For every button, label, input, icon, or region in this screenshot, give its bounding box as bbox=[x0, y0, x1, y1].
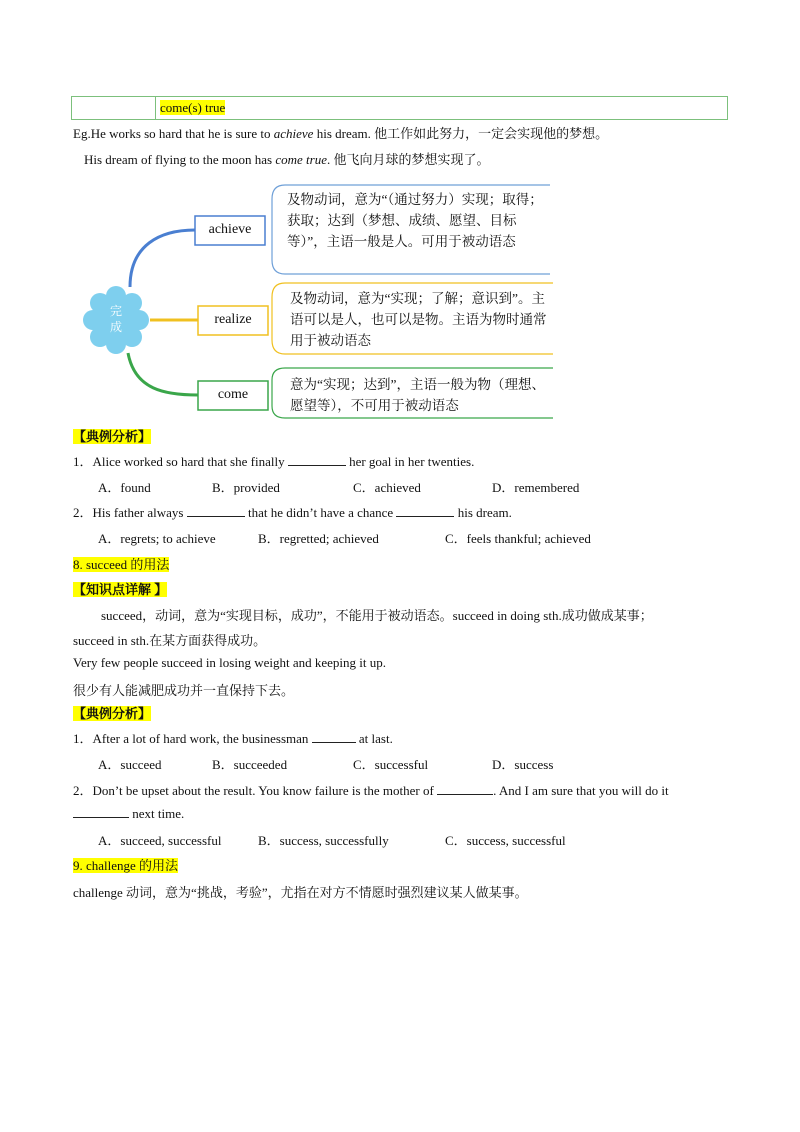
table-cell-left bbox=[72, 97, 156, 120]
section-9-para-1: challenge 动词，意为“挑战，考验”，尤指在对方不情愿时强烈建议某人做某事。 bbox=[73, 885, 528, 900]
answer-blank bbox=[396, 504, 454, 517]
example-2-emphasis: come true bbox=[275, 152, 327, 167]
answer-blank bbox=[187, 504, 245, 517]
option-2-1-d: D．success bbox=[492, 757, 554, 772]
section-8-example-zh: 很少有人能减肥成功并一直保持下去。 bbox=[73, 683, 295, 698]
table-cell-right bbox=[156, 97, 728, 120]
answer-blank bbox=[288, 453, 346, 466]
section-header-2: 【典例分析】 bbox=[73, 706, 152, 721]
option-1-2-b: B．regretted; achieved bbox=[258, 531, 379, 546]
option-2-2-b: B．success, successfully bbox=[258, 833, 389, 848]
option-2-1-c: C．successful bbox=[353, 757, 429, 772]
option-1-1-b: B．provided bbox=[212, 480, 280, 495]
come-true-label: come(s) true bbox=[160, 100, 226, 115]
section-8-para-2: succeed in sth.在某方面获得成功。 bbox=[73, 633, 267, 648]
answer-blank bbox=[73, 805, 129, 818]
header-table bbox=[71, 96, 728, 120]
option-2-1-b: B．succeeded bbox=[212, 757, 288, 772]
section-8-para-1: succeed，动词，意为“实现目标，成功”，不能用于被动语态。succeed in doing sth.成功做成某事； bbox=[101, 608, 653, 623]
example-line-1 bbox=[73, 123, 608, 142]
node-realize: realize bbox=[214, 312, 252, 327]
option-2-2-a: A．succeed, successful bbox=[98, 833, 222, 848]
note-realize: 及物动词，意为“实现；了解；意识到”。主语可以是人，也可以是物。主语为物时通常用于被动语态 bbox=[290, 291, 547, 348]
node-achieve: achieve bbox=[208, 222, 252, 237]
node-come: come bbox=[217, 387, 249, 402]
section-8-example-en: Very few people succeed in losing weight and keeping it up. bbox=[73, 655, 386, 670]
answer-blank bbox=[312, 730, 356, 743]
example-1-suffix: his dream. 他工作如此努力，一定会实现他的梦想。 bbox=[313, 126, 609, 141]
note-come: 意为“实现；达到”，主语一般为物（理想、愿望等），不可用于被动语态 bbox=[290, 377, 545, 413]
example-2-suffix: . 他飞向月球的梦想实现了。 bbox=[326, 152, 490, 167]
section-9-title: 9. challenge 的用法 bbox=[73, 858, 179, 873]
question-2-1: 1．After a lot of hard work, the businessman at last. bbox=[73, 731, 393, 746]
example-1-prefix: Eg.He works so hard that he is sure to bbox=[73, 126, 274, 141]
option-1-2-c: C．feels thankful; achieved bbox=[445, 531, 591, 546]
example-2-prefix: His dream of flying to the moon has bbox=[84, 152, 276, 167]
option-1-1-d: D．remembered bbox=[492, 480, 580, 495]
example-line-2 bbox=[84, 149, 490, 168]
option-1-1-a: A．found bbox=[98, 480, 151, 495]
branch-line-achieve bbox=[130, 230, 195, 287]
note-achieve: 及物动词，意为“（通过努力）实现；取得；获取；达到（梦想、成绩、愿望、目标等）”，主语一般是人。可用于被动语态 bbox=[287, 192, 543, 249]
option-1-2-a: A．regrets; to achieve bbox=[98, 531, 216, 546]
answer-blank bbox=[437, 782, 493, 795]
question-1-2: 2．His father always that he didn’t have a chance his dream. bbox=[73, 505, 512, 520]
section-8-header: 【知识点详解 】 bbox=[73, 582, 168, 597]
branch-line-come bbox=[128, 353, 198, 395]
question-2-2-line-1: 2．Don’t be upset about the result. You know failure is the mother of . And I am sure that you will do it bbox=[73, 783, 669, 798]
example-1-emphasis: achieve bbox=[273, 126, 314, 141]
section-8-title: 8. succeed 的用法 bbox=[73, 557, 170, 572]
section-header-1: 【典例分析】 bbox=[73, 429, 152, 444]
option-2-1-a: A．succeed bbox=[98, 757, 162, 772]
center-node-label: 完成 bbox=[109, 304, 122, 334]
question-1-1: 1．Alice worked so hard that she finally her goal in her twenties. bbox=[73, 454, 475, 469]
question-2-2-line-2: next time. bbox=[73, 805, 184, 822]
option-2-2-c: C．success, successful bbox=[445, 833, 566, 848]
option-1-1-c: C．achieved bbox=[353, 480, 421, 495]
